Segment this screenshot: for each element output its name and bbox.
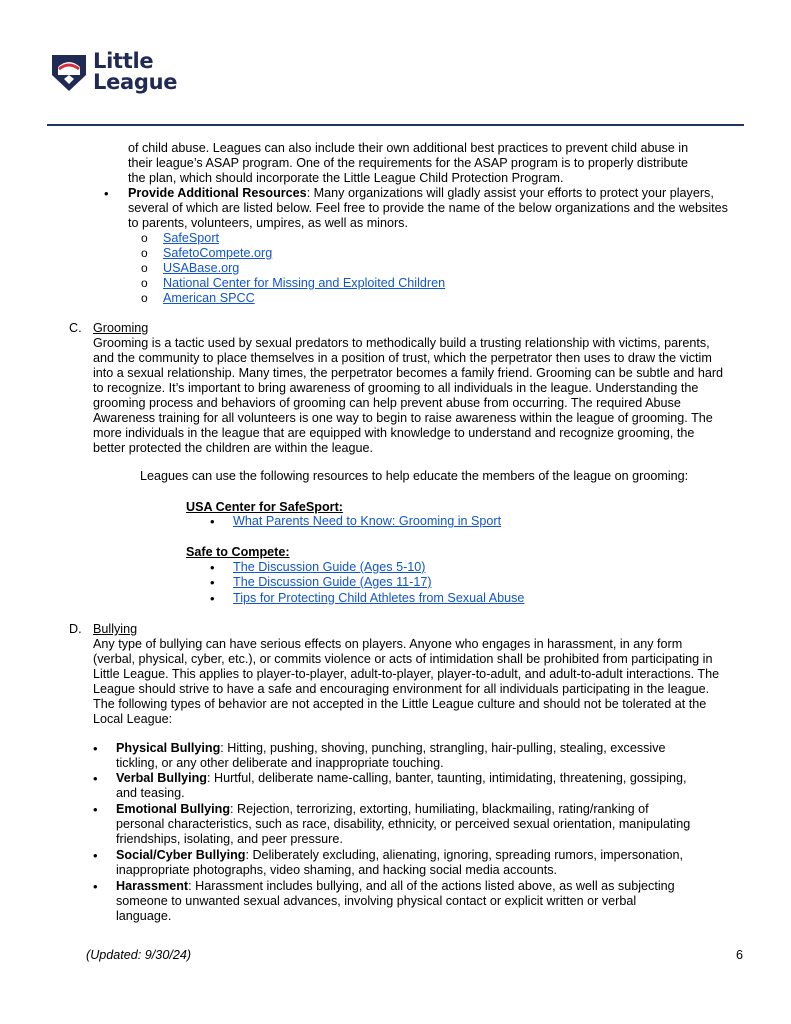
bullet: •: [93, 802, 98, 817]
link-safetocompete[interactable]: SafetoCompete.org: [163, 246, 273, 260]
bullying-type-name: Harassment: [116, 879, 189, 893]
bullying-type-text: and teasing.: [116, 786, 185, 800]
bullying-line: Local League:: [93, 712, 173, 726]
bullying-type-name: Verbal Bullying: [116, 771, 207, 785]
section-letter: C.: [69, 321, 82, 335]
bullet: •: [210, 591, 215, 606]
grooming-line: and the community to place themselves in a position of trust, which the perpetrator then uses to draw the victim: [93, 351, 712, 365]
link-usabase[interactable]: USABase.org: [163, 261, 240, 275]
footer-updated: (Updated: 9/30/24): [86, 948, 192, 962]
bullying-type-text: language.: [116, 909, 172, 923]
bullying-heading: Bullying: [93, 622, 138, 636]
resources-text: to parents, volunteers, umpires, as well as minors.: [128, 216, 408, 230]
bullying-type-text: : Harassment includes bullying, and all of the actions listed above, as well as subjecting: [188, 879, 675, 893]
bullying-type-item: [116, 848, 700, 878]
bullet: •: [104, 186, 109, 201]
header-divider: [47, 124, 744, 126]
bullying-line: Little League. This applies to player-to-player, adult-to-player, player-to-adult, and adult-to-adult interactions. The: [93, 667, 720, 681]
logo-line-2: League: [93, 70, 178, 94]
link-safesport[interactable]: SafeSport: [163, 231, 220, 245]
bullying-type-item: [116, 771, 700, 801]
circle-bullet-icon: o: [141, 246, 148, 260]
circle-bullet-icon: o: [141, 231, 148, 245]
little-league-keystone-icon: [50, 53, 88, 93]
intro-paragraph: [128, 141, 688, 186]
bullying-type-text: inappropriate photographs, video shaming, and hacking social media accounts.: [116, 863, 558, 877]
bullying-paragraph: [93, 637, 743, 727]
resources-heading: Provide Additional Resources: [128, 186, 307, 200]
intro-line: their league’s ASAP program. One of the requirements for the ASAP program is to properly distribute: [128, 156, 689, 170]
grooming-line: Grooming is a tactic used by sexual predators to methodically build a trusting relationship with victims, parents,: [93, 336, 710, 350]
grooming-line: grooming process and behaviors of grooming can help prevent abuse from occurring. The required Abuse: [93, 396, 681, 410]
grooming-line: Awareness training for all volunteers is one way to begin to raise awareness within the league of grooming. The: [93, 411, 713, 425]
grooming-line: to recognize. It’s important to bring awareness of grooming to all individuals in the league. Understanding the: [93, 381, 699, 395]
safetocompete-heading: Safe to Compete:: [186, 545, 290, 559]
resources-text: : Many organizations will gladly assist your efforts to protect your players,: [306, 186, 714, 200]
bullying-type-item: [116, 741, 700, 771]
bullying-type-text: personal characteristics, such as race, disability, ethnicity, or perceived sexual orientation, manipulating: [116, 817, 691, 831]
link-discussion-guide-11-17[interactable]: The Discussion Guide (Ages 11-17): [233, 575, 432, 589]
circle-bullet-icon: o: [141, 291, 148, 305]
bullet: •: [210, 575, 215, 590]
bullying-type-text: : Hitting, pushing, shoving, punching, strangling, hair-pulling, stealing, excessive: [220, 741, 666, 755]
bullet: •: [210, 514, 215, 529]
bullying-type-name: Social/Cyber Bullying: [116, 848, 246, 862]
bullying-type-text: friendships, isolating, and peer pressure.: [116, 832, 343, 846]
bullet: •: [93, 879, 98, 894]
section-letter: D.: [69, 622, 82, 636]
bullying-line: League should strive to have a safe and encouraging environment for all individuals participating in the league.: [93, 682, 710, 696]
bullet: •: [93, 741, 98, 756]
bullying-type-text: : Deliberately excluding, alienating, ignoring, spreading rumors, impersonation,: [245, 848, 683, 862]
bullet: •: [210, 560, 215, 575]
link-tips-protecting-athletes[interactable]: Tips for Protecting Child Athletes from Sexual Abuse: [233, 591, 525, 605]
logo-line-1: Little: [93, 49, 154, 73]
bullying-type-text: someone to unwanted sexual advances, involving physical contact or explicit written or verbal: [116, 894, 637, 908]
intro-line: of child abuse. Leagues can also include their own additional best practices to prevent child abuse in: [128, 141, 689, 155]
bullet: •: [93, 848, 98, 863]
logo-wordmark: [93, 51, 177, 93]
page-number: 6: [736, 948, 744, 962]
resources-text: several of which are listed below. Feel free to provide the name of the below organizations and the websites: [128, 201, 728, 215]
bullying-type-item: [116, 802, 700, 847]
bullet: •: [93, 771, 98, 786]
grooming-line: into a sexual relationship. Many times, the perpetrator becomes a family friend. Grooming can be subtle and hard: [93, 366, 724, 380]
bullying-type-text: : Rejection, terrorizing, extorting, humiliating, blackmailing, rating/ranking of: [230, 802, 649, 816]
grooming-heading: Grooming: [93, 321, 149, 335]
grooming-resources-intro: Leagues can use the following resources to help educate the members of the league on grooming:: [140, 469, 689, 483]
bullying-type-item: [116, 879, 700, 924]
bullying-type-text: : Hurtful, deliberate name-calling, banter, taunting, intimidating, threatening, gossiping,: [206, 771, 687, 785]
intro-line: the plan, which should incorporate the Little League Child Protection Program.: [128, 171, 564, 185]
grooming-line: more individuals in the league that are equipped with knowledge to understand and recognize grooming, the: [93, 426, 695, 440]
circle-bullet-icon: o: [141, 276, 148, 290]
link-grooming-in-sport[interactable]: What Parents Need to Know: Grooming in Sport: [233, 514, 502, 528]
safesport-heading: USA Center for SafeSport:: [186, 500, 343, 514]
resources-item: [128, 186, 748, 231]
bullying-line: The following types of behavior are not accepted in the Little League culture and should not be tolerated at the: [93, 697, 707, 711]
link-ncmec[interactable]: National Center for Missing and Exploited Children: [163, 276, 446, 290]
grooming-line: better protected the children are within the league.: [93, 441, 374, 455]
link-discussion-guide-5-10[interactable]: The Discussion Guide (Ages 5-10): [233, 560, 426, 574]
bullying-type-name: Physical Bullying: [116, 741, 221, 755]
circle-bullet-icon: o: [141, 261, 148, 275]
bullying-line: Any type of bullying can have serious effects on players. Anyone who engages in harassment, in any form: [93, 637, 683, 651]
bullying-type-text: tickling, or any other deliberate and inappropriate touching.: [116, 756, 444, 770]
grooming-paragraph: [93, 336, 743, 456]
bullying-line: (verbal, physical, cyber, etc.), or commits violence or acts of intimidation shall be prohibited from participating in: [93, 652, 713, 666]
link-american-spcc[interactable]: American SPCC: [163, 291, 255, 305]
bullying-type-name: Emotional Bullying: [116, 802, 231, 816]
